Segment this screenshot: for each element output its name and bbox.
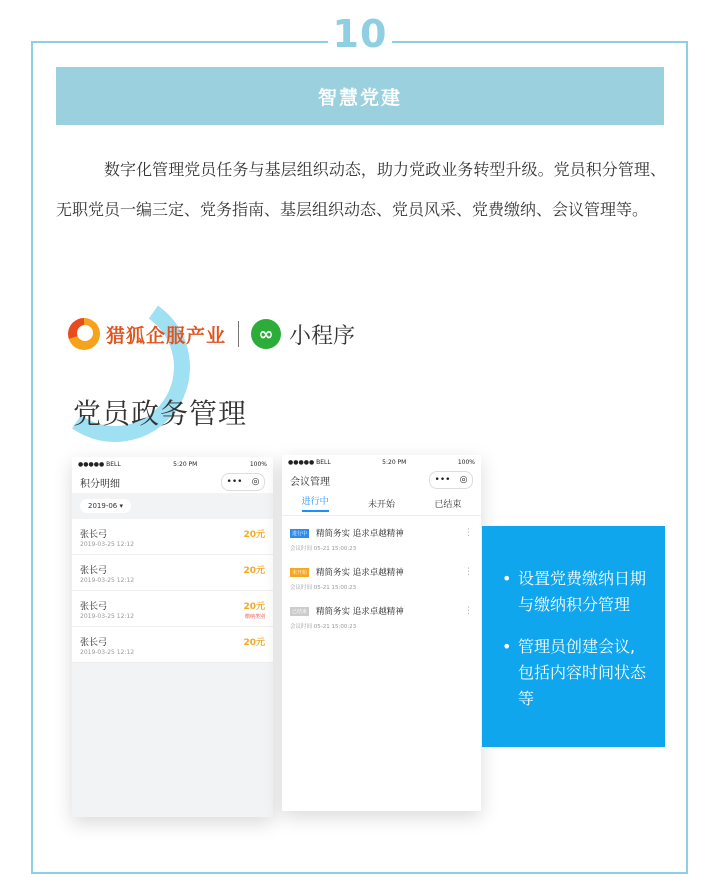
intro-paragraph: 数字化管理党员任务与基层组织动态，助力党政业务转型升级。党员积分管理、无职党员一编三定、党务指南、基层组织动态、党员风采、党费缴纳、会议管理等。 <box>56 160 666 219</box>
title-banner <box>56 67 664 125</box>
brand-name: 猎狐企服产业 <box>106 324 227 347</box>
battery-label: 100% <box>457 458 475 466</box>
meeting-list <box>282 516 481 633</box>
mini-program-label: 小程序 <box>289 323 356 349</box>
list-item[interactable] <box>282 594 481 633</box>
carrier-label: ●●●●● BELL <box>78 460 121 468</box>
points-list <box>72 519 273 663</box>
feature-bullet-2 <box>502 634 646 712</box>
bullet-line: 与缴纳积分管理 <box>518 595 631 614</box>
brand-separator <box>238 321 239 347</box>
mini-capsule[interactable] <box>429 471 473 489</box>
more-icon[interactable]: ••• <box>434 475 451 485</box>
phone-meeting-management <box>282 455 481 811</box>
member-name: 张长弓 <box>80 566 108 576</box>
member-name: 张长弓 <box>80 602 108 612</box>
record-amount: 20元 <box>243 602 265 612</box>
mini-capsule[interactable] <box>221 473 265 491</box>
close-icon[interactable]: ◎ <box>251 477 260 487</box>
member-name: 张长弓 <box>80 638 108 648</box>
record-amount: 20元 <box>243 638 265 648</box>
meeting-title: 精简务实 追求卓越精神 <box>316 529 404 539</box>
meeting-title: 精简务实 追求卓越精神 <box>316 568 404 578</box>
meeting-time: 会议时间 05-21 15:00:23 <box>290 546 357 552</box>
brand-row <box>68 318 355 350</box>
meeting-tabs <box>282 491 481 516</box>
record-date: 2019-03-25 12:12 <box>80 541 135 548</box>
list-item[interactable] <box>72 519 273 555</box>
more-vertical-icon[interactable]: ⋮ <box>464 528 473 538</box>
list-item[interactable] <box>72 627 273 663</box>
more-vertical-icon[interactable]: ⋮ <box>464 606 473 616</box>
more-icon[interactable]: ••• <box>226 477 243 487</box>
tab-ended[interactable]: 已结束 <box>434 499 462 510</box>
nav-title: 积分明细 <box>80 478 120 490</box>
month-filter <box>72 493 273 519</box>
list-item[interactable] <box>72 591 273 627</box>
status-bar <box>72 457 273 471</box>
record-date: 2019-03-25 12:12 <box>80 577 135 584</box>
close-icon[interactable]: ◎ <box>459 475 468 485</box>
month-select[interactable]: 2019-06 ▾ <box>80 499 131 513</box>
record-amount: 20元 <box>243 566 265 576</box>
status-badge: 已结束 <box>292 609 308 615</box>
meeting-time: 会议时间 05-21 15:00:23 <box>290 624 357 630</box>
nav-title: 会议管理 <box>290 476 330 488</box>
more-vertical-icon[interactable]: ⋮ <box>464 567 473 577</box>
time-label: 5:20 PM <box>173 460 198 468</box>
status-badge: 未开始 <box>292 570 308 576</box>
bullet-line: 包括内容时间状态 <box>518 663 647 682</box>
section-title: 党员政务管理 <box>73 397 248 430</box>
bullet-line: 等 <box>518 689 535 708</box>
member-name: 张长弓 <box>80 530 108 540</box>
list-item[interactable] <box>72 555 273 591</box>
nav-bar <box>282 469 481 491</box>
nav-bar <box>72 471 273 493</box>
battery-label: 100% <box>249 460 267 468</box>
bullet-icon: • <box>502 569 512 588</box>
bullet-line: 管理员创建会议, <box>518 637 636 656</box>
feature-bullet-1 <box>502 566 646 618</box>
section-number: 10 <box>332 12 388 56</box>
phone-points-detail <box>72 457 273 817</box>
time-label: 5:20 PM <box>382 458 407 466</box>
status-bar <box>282 455 481 469</box>
tab-in-progress[interactable]: 进行中 <box>302 494 329 512</box>
record-date: 2019-03-25 12:12 <box>80 613 135 620</box>
bullet-icon: • <box>502 637 512 656</box>
feature-info-box <box>482 526 665 747</box>
record-date: 2019-03-25 12:12 <box>80 649 135 656</box>
list-item[interactable] <box>282 516 481 555</box>
fox-logo-icon <box>68 318 100 350</box>
list-item[interactable] <box>282 555 481 594</box>
status-badge: 进行中 <box>292 531 308 537</box>
record-tag: 缴纳类别 <box>244 614 265 620</box>
meeting-title: 精简务实 追求卓越精神 <box>316 607 404 617</box>
bullet-line: 设置党费缴纳日期 <box>518 569 647 588</box>
mini-program-icon: ∞ <box>251 319 281 349</box>
carrier-label: ●●●●● BELL <box>288 458 331 466</box>
tab-not-started[interactable]: 未开始 <box>367 499 395 510</box>
record-amount: 20元 <box>243 530 265 540</box>
meeting-time: 会议时间 05-21 15:00:23 <box>290 585 357 591</box>
banner-title: 智慧党建 <box>317 86 402 109</box>
